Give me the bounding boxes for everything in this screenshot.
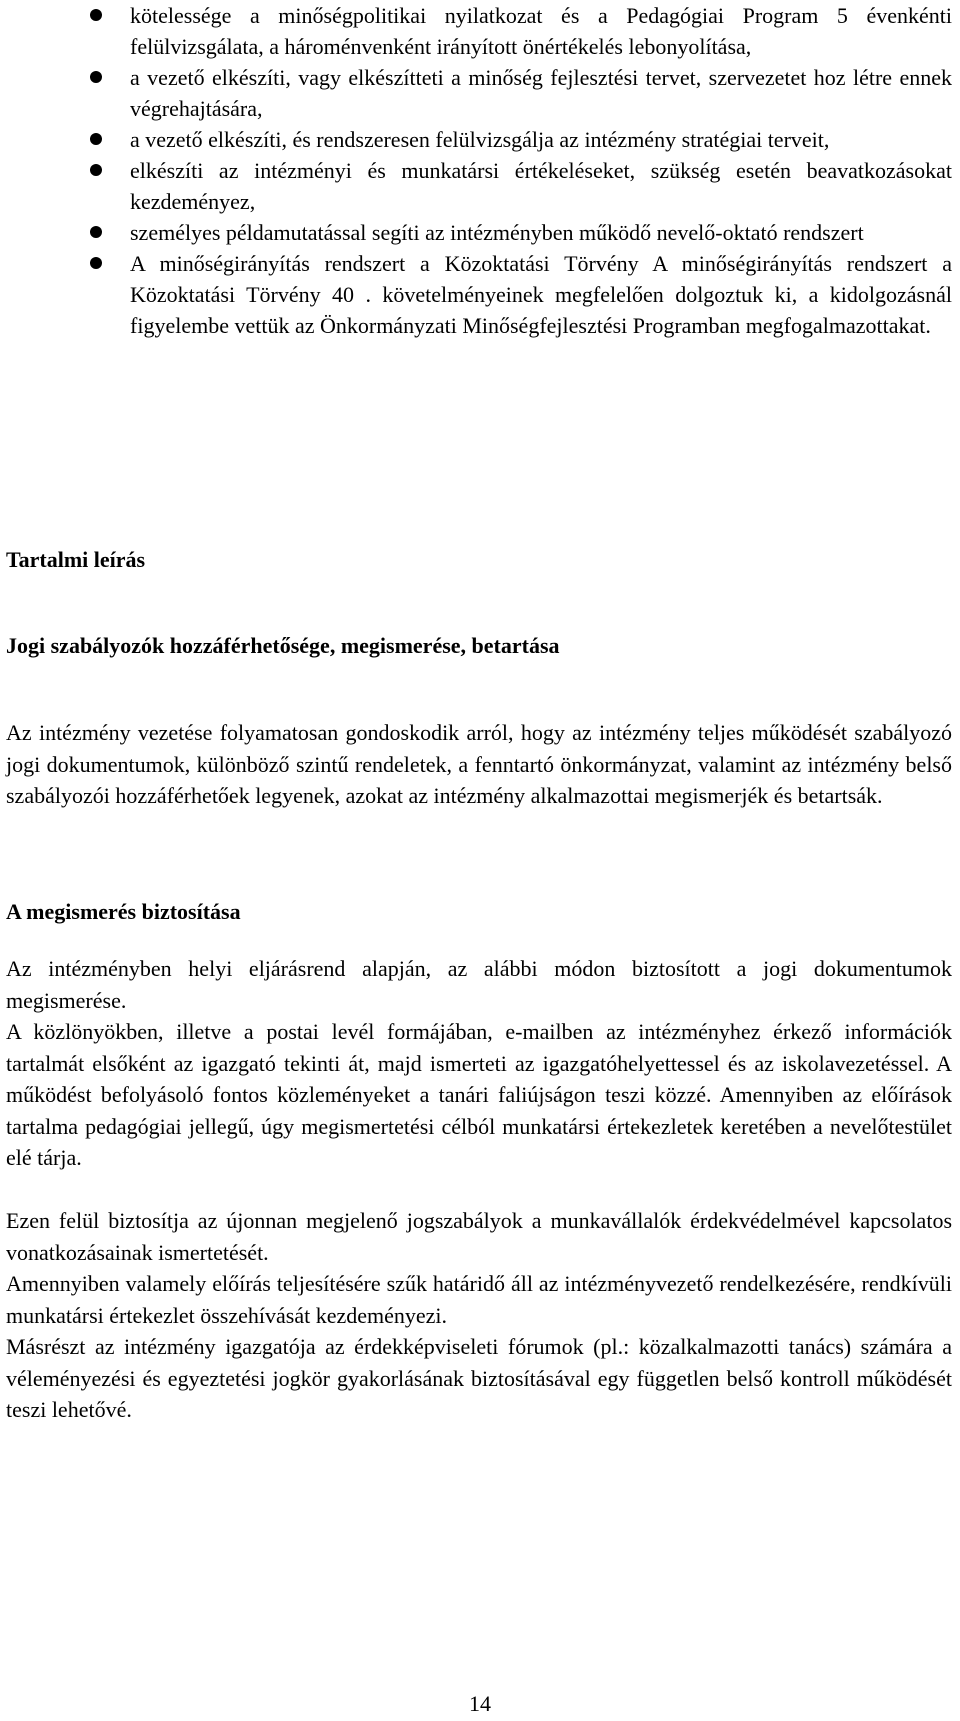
- bullet-list: [0, 0, 960, 341]
- bullet-text: a vezető elkészíti, és rendszeresen felülvizsgálja az intézmény stratégiai terveit,: [130, 127, 830, 152]
- paragraph-legal-intro: Az intézmény vezetése folyamatosan gondoskodik arról, hogy az intézmény teljes működését szabályozó jogi dokumentumok, különböző szintű rendeletek, a fenntartó önkormányzat, valamint az intézmény belső szabályozói hozzáférhetőek legyenek, azokat az intézmény alkalmazottai megismerjék és betartsák.: [6, 720, 952, 808]
- paragraph: Ezen felül biztosítja az újonnan megjelenő jogszabályok a munkavállalók érdekvédelmével kapcsolatos vonatkozásainak ismertetését.: [6, 1208, 952, 1265]
- bullet-dot-icon: [90, 226, 102, 238]
- section-heading-awareness: A megismerés biztosítása: [6, 899, 241, 924]
- bullet-item: [130, 217, 952, 248]
- page-number: 14: [469, 1691, 491, 1716]
- bullet-item: [130, 0, 952, 62]
- bullet-text: elkészíti az intézményi és munkatársi értékeléseket, szükség esetén beavatkozásokat kezdeményez,: [130, 158, 952, 214]
- paragraph: Az intézményben helyi eljárásrend alapján, az alábbi módon biztosított a jogi dokumentumok megismerése.: [6, 956, 952, 1013]
- bullet-item: [130, 62, 952, 124]
- bullet-item: [130, 248, 952, 341]
- bullet-text: személyes példamutatással segíti az intézményben működő nevelő-oktató rendszert: [130, 220, 864, 245]
- bullet-dot-icon: [90, 164, 102, 176]
- paragraph: Amennyiben valamely előírás teljesítésére szűk határidő áll az intézményvezető rendelkezésére, rendkívüli munkatársi értekezlet összehívását kezdeményezi.: [6, 1271, 952, 1328]
- paragraph: A közlönyökben, illetve a postai levél formájában, e-mailben az intézményhez érkező információk tartalmát elsőként az igazgató tekinti át, majd ismerteti az igazgatóhelyettessel és az iskolavezetéssel. A működést befolyásoló fontos közleményeket a tanári faliújságon teszi közzé. Amennyiben az előírások tartalma pedagógiai jellegű, úgy megismertetési célból munkatársi értekezletek keretében a nevelőtestület elé tárja.: [6, 1019, 952, 1170]
- bullet-item: [130, 155, 952, 217]
- section-heading-content: Tartalmi leírás: [6, 547, 146, 572]
- paragraph: Másrészt az intézmény igazgatója az érdekképviseleti fórumok (pl.: közalkalmazotti tanács) számára a véleményezési és egyeztetési jogkör gyakorlásának biztosításával egy független belső kontroll működését teszi lehetővé.: [6, 1334, 952, 1422]
- bullet-item: [130, 124, 952, 155]
- section-heading-legal: Jogi szabályozók hozzáférhetősége, megismerése, betartása: [6, 633, 560, 658]
- bullet-dot-icon: [90, 257, 102, 269]
- bullet-text: a vezető elkészíti, vagy elkészítteti a minőség fejlesztési tervet, szervezetet hoz létre ennek végrehajtására,: [130, 65, 952, 121]
- bullet-text: A minőségirányítás rendszert a Közoktatási Törvény A minőségirányítás rendszert a Közoktatási Törvény 40 . követelményeinek megfelelően dolgoztuk ki, a kidolgozásnál figyelembe vettük az Önkormányzati Minőségfejlesztési Programban megfogalmazottakat.: [130, 251, 952, 338]
- bullet-dot-icon: [90, 133, 102, 145]
- bullet-text: kötelessége a minőségpolitikai nyilatkozat és a Pedagógiai Program 5 évenkénti felülvizsgálata, a hároménvenként irányított önértékelés lebonyolítása,: [130, 3, 952, 59]
- bullet-dot-icon: [90, 71, 102, 83]
- bullet-dot-icon: [90, 9, 102, 21]
